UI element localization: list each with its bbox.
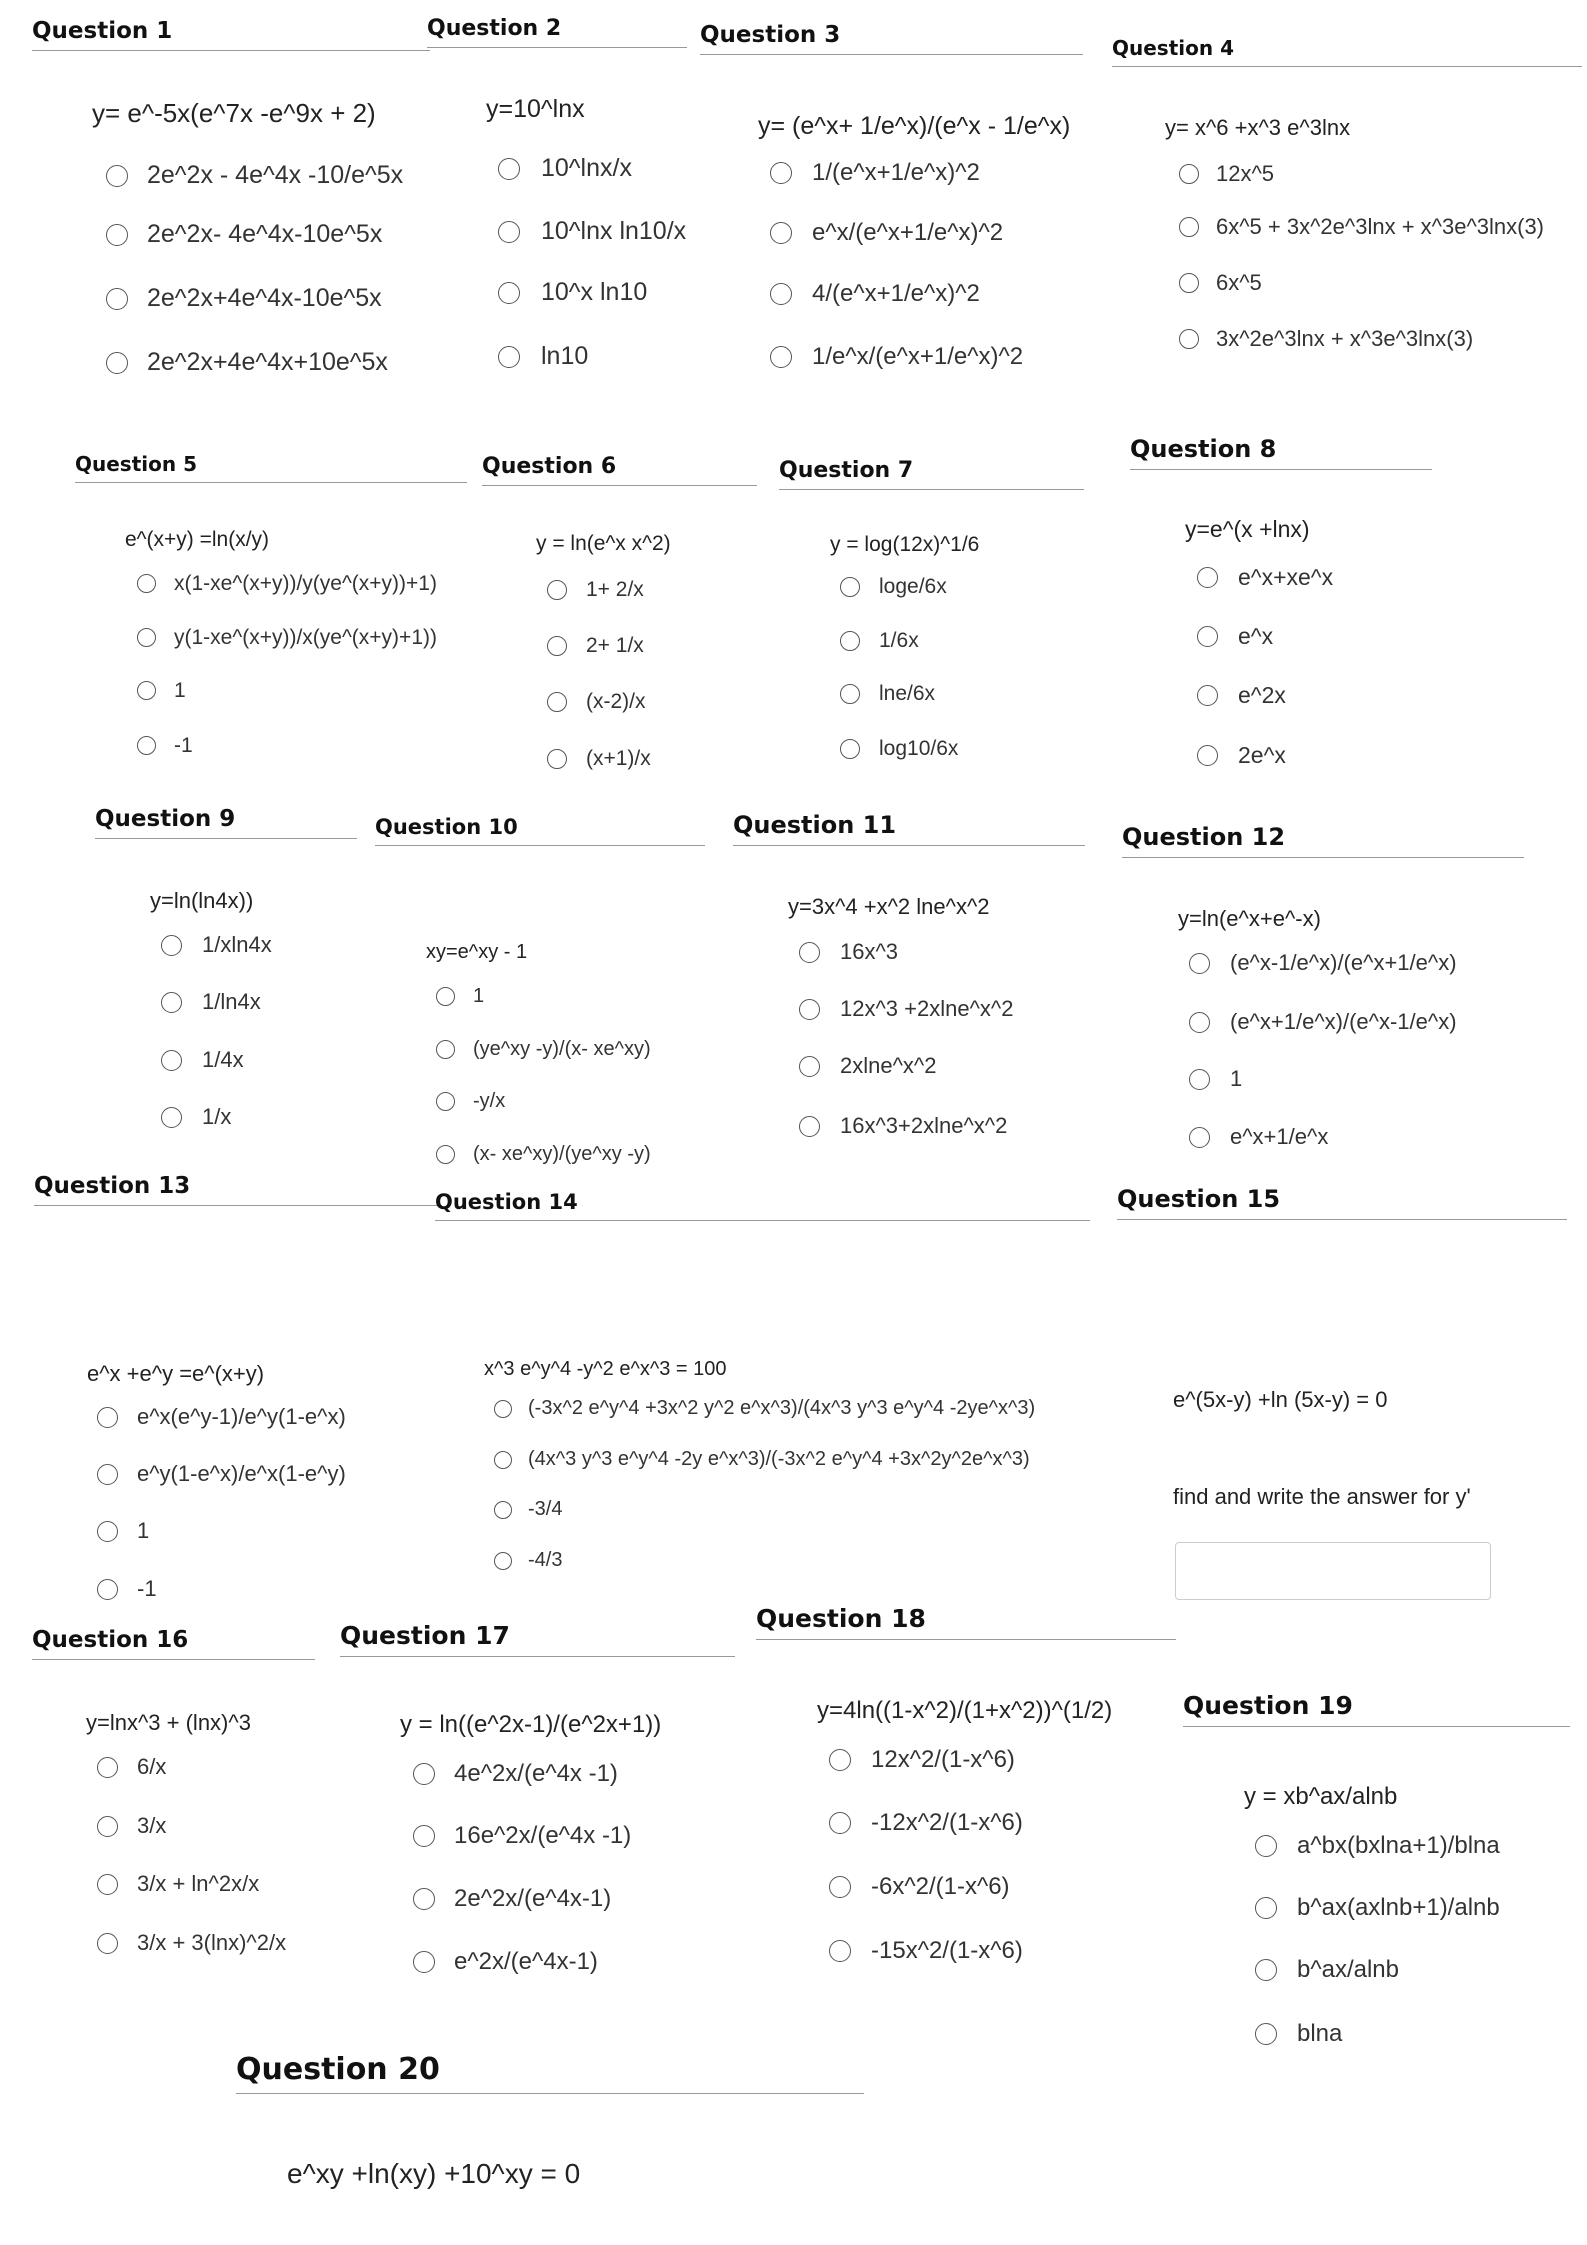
option-text: 1 (137, 1518, 150, 1543)
question-13-title: Question 13 (34, 1173, 442, 1206)
question-4-option-3[interactable] (1179, 268, 1262, 298)
question-15-title: Question 15 (1117, 1185, 1567, 1220)
option-text: 1/ln4x (202, 989, 261, 1014)
question-14-title: Question 14 (435, 1190, 1090, 1221)
radio-button-icon[interactable] (1255, 1835, 1277, 1857)
option-text: 6/x (137, 1754, 167, 1779)
question-4-option-2[interactable] (1179, 212, 1544, 242)
radio-button-icon[interactable] (1197, 567, 1218, 588)
option-text: e^x+1/e^x (1230, 1124, 1329, 1149)
option-text: 2e^x (1238, 741, 1286, 768)
radio-button-icon[interactable] (799, 1116, 820, 1137)
question-11-option-3[interactable] (799, 1050, 936, 1082)
option-text: 1/x (202, 1104, 232, 1129)
radio-button-icon[interactable] (1179, 164, 1199, 184)
option-text: 2e^2x+4e^4x-10e^5x (147, 284, 382, 312)
option-text: -6x^2/(1-x^6) (871, 1872, 1010, 1900)
question-11-option-2[interactable] (799, 993, 1013, 1025)
option-text: e^y(1-e^x)/e^x(1-e^y) (137, 1461, 346, 1486)
question-16-option-3[interactable] (97, 1868, 259, 1900)
question-16-option-4[interactable] (97, 1927, 286, 1959)
question-17-option-2[interactable] (413, 1819, 631, 1852)
question-19-title: Question 19 (1183, 1691, 1570, 1727)
radio-button-icon[interactable] (829, 1812, 851, 1834)
question-10-option-1[interactable] (436, 982, 484, 1011)
option-text: blna (1297, 2019, 1343, 2047)
option-text: (4x^3 y^3 e^y^4 -2y e^x^3)/(-3x^2 e^y^4 +3x^2y^2e^x^3) (528, 1448, 1030, 1470)
radio-button-icon[interactable] (1255, 1959, 1277, 1981)
question-10-prompt: xy=e^xy - 1 (426, 941, 528, 963)
question-11-prompt: y=3x^4 +x^2 lne^x^2 (788, 894, 990, 919)
question-6-option-2[interactable] (547, 631, 644, 661)
option-text: 4/(e^x+1/e^x)^2 (812, 279, 980, 307)
option-text: e^x (1238, 622, 1274, 649)
question-17-option-3[interactable] (413, 1882, 611, 1915)
option-text: 10^lnx/x (541, 154, 632, 182)
question-2-option-3[interactable] (498, 276, 647, 309)
question-15-prompt: e^(5x-y) +ln (5x-y) = 0 (1173, 1387, 1388, 1412)
question-10-option-4[interactable] (436, 1140, 651, 1169)
option-text: 1/e^x/(e^x+1/e^x)^2 (812, 342, 1024, 370)
radio-button-icon[interactable] (498, 282, 520, 304)
question-12-title: Question 12 (1122, 823, 1524, 858)
question-9-prompt: y=ln(ln4x)) (150, 888, 254, 913)
option-text: 3x^2e^3lnx + x^3e^3lnx(3) (1216, 326, 1474, 351)
option-text: ln10 (541, 342, 589, 370)
option-text: 1/xln4x (202, 932, 272, 957)
question-12-option-1[interactable] (1189, 947, 1457, 979)
option-text: 12x^5 (1216, 161, 1275, 186)
option-text: 1 (174, 678, 186, 702)
option-text: 2e^2x - 4e^4x -10/e^5x (147, 161, 404, 189)
radio-button-icon[interactable] (770, 283, 792, 305)
option-text: 12x^2/(1-x^6) (871, 1745, 1015, 1773)
question-13-option-2[interactable] (97, 1458, 346, 1490)
question-2-prompt: y=10^lnx (486, 95, 585, 123)
question-14-prompt: x^3 e^y^4 -y^2 e^x^3 = 100 (484, 1358, 727, 1380)
radio-button-icon[interactable] (137, 736, 156, 755)
radio-button-icon[interactable] (840, 577, 860, 597)
radio-button-icon[interactable] (770, 162, 792, 184)
question-8-option-1[interactable] (1197, 561, 1333, 593)
question-13-option-4[interactable] (97, 1573, 157, 1605)
question-3-title: Question 3 (700, 22, 1083, 55)
question-5-option-4[interactable] (137, 731, 193, 760)
radio-button-icon[interactable] (494, 1400, 512, 1418)
radio-button-icon[interactable] (137, 574, 156, 593)
question-6-option-3[interactable] (547, 687, 646, 717)
question-12-option-3[interactable] (1189, 1063, 1242, 1095)
question-3-option-2[interactable] (770, 216, 1003, 249)
radio-button-icon[interactable] (770, 222, 792, 244)
option-text: -4/3 (528, 1549, 563, 1571)
question-19-prompt: y = xb^ax/alnb (1244, 1783, 1398, 1810)
question-16-prompt: y=lnx^3 + (lnx)^3 (86, 1710, 251, 1735)
option-text: 1/4x (202, 1047, 244, 1072)
radio-button-icon[interactable] (106, 165, 128, 187)
question-6-option-1[interactable] (547, 575, 644, 605)
question-18-prompt: y=4ln((1-x^2)/(1+x^2))^(1/2) (817, 1697, 1113, 1724)
question-9-option-3[interactable] (161, 1044, 244, 1076)
question-5-title: Question 5 (75, 452, 467, 483)
option-text: 6x^5 + 3x^2e^3lnx + x^3e^3lnx(3) (1216, 214, 1545, 239)
question-12-option-4[interactable] (1189, 1121, 1328, 1153)
question-11-option-1[interactable] (799, 936, 898, 968)
question-19-option-3[interactable] (1255, 1953, 1399, 1986)
radio-button-icon[interactable] (97, 1521, 118, 1542)
option-text: x(1-xe^(x+y))/y(ye^(x+y))+1) (174, 571, 437, 595)
option-text: log10/6x (879, 737, 959, 760)
option-text: (e^x-1/e^x)/(e^x+1/e^x) (1230, 950, 1457, 975)
question-9-option-1[interactable] (161, 929, 272, 961)
question-1-title: Question 1 (32, 18, 430, 51)
question-18-option-1[interactable] (829, 1743, 1015, 1776)
question-12-option-2[interactable] (1189, 1006, 1457, 1038)
question-1-prompt: y= e^-5x(e^7x -e^9x + 2) (92, 98, 376, 128)
question-1-option-3[interactable] (106, 282, 382, 315)
radio-button-icon[interactable] (161, 1107, 182, 1128)
option-text: -1 (137, 1576, 157, 1601)
question-19-option-2[interactable] (1255, 1891, 1500, 1924)
radio-button-icon[interactable] (1189, 1069, 1210, 1090)
radio-button-icon[interactable] (498, 221, 520, 243)
question-7-prompt: y = log(12x)^1/6 (830, 533, 980, 556)
radio-button-icon[interactable] (413, 1825, 435, 1847)
radio-button-icon[interactable] (1255, 2023, 1277, 2045)
question-14-option-3[interactable] (494, 1496, 562, 1523)
option-text: e^2x/(e^4x-1) (454, 1947, 598, 1975)
radio-button-icon[interactable] (1179, 329, 1199, 349)
question-8-option-2[interactable] (1197, 620, 1273, 652)
question-10-title: Question 10 (375, 815, 705, 846)
option-text: (-3x^2 e^y^4 +3x^2 y^2 e^x^3)/(4x^3 y^3 e^y^4 -2ye^x^3) (528, 1397, 1036, 1419)
radio-button-icon[interactable] (498, 158, 520, 180)
question-8-option-3[interactable] (1197, 679, 1286, 711)
radio-button-icon[interactable] (770, 346, 792, 368)
question-7-title: Question 7 (779, 458, 1084, 490)
radio-button-icon[interactable] (97, 1816, 118, 1837)
radio-button-icon[interactable] (1189, 1012, 1210, 1033)
option-text: 4e^2x/(e^4x -1) (454, 1759, 618, 1787)
option-text: -y/x (473, 1090, 506, 1112)
option-text: 1 (473, 985, 485, 1007)
option-text: y(1-xe^(x+y))/x(ye^(x+y)+1)) (174, 625, 437, 649)
option-text: (e^x+1/e^x)/(e^x-1/e^x) (1230, 1009, 1457, 1034)
radio-button-icon[interactable] (498, 346, 520, 368)
radio-button-icon[interactable] (97, 1874, 118, 1895)
option-text: 2e^2x/(e^4x-1) (454, 1884, 612, 1912)
question-20-title: Question 20 (236, 2052, 864, 2094)
radio-button-icon[interactable] (106, 352, 128, 374)
option-text: 2e^2x- 4e^4x-10e^5x (147, 220, 383, 248)
radio-button-icon[interactable] (799, 1056, 820, 1077)
radio-button-icon[interactable] (161, 1050, 182, 1071)
question-19-option-1[interactable] (1255, 1829, 1500, 1862)
radio-button-icon[interactable] (547, 749, 567, 769)
option-text: 1/6x (879, 629, 919, 652)
radio-button-icon[interactable] (413, 1888, 435, 1910)
question-16-title: Question 16 (32, 1627, 315, 1660)
question-6-prompt: y = ln(e^x x^2) (536, 532, 671, 555)
radio-button-icon[interactable] (137, 681, 156, 700)
question-3-option-1[interactable] (770, 156, 980, 189)
option-text: 1+ 2/x (586, 578, 644, 601)
option-text: 2+ 1/x (586, 634, 644, 657)
question-19-option-4[interactable] (1255, 2017, 1342, 2050)
radio-button-icon[interactable] (799, 999, 820, 1020)
option-text: e^x+xe^x (1238, 563, 1334, 590)
option-text: (x+1)/x (586, 747, 651, 770)
question-16-option-1[interactable] (97, 1751, 166, 1783)
option-text: 10^lnx ln10/x (541, 217, 687, 245)
radio-button-icon[interactable] (1189, 953, 1210, 974)
question-18-option-3[interactable] (829, 1870, 1010, 1903)
radio-button-icon[interactable] (494, 1501, 512, 1519)
radio-button-icon[interactable] (547, 636, 567, 656)
option-text: (x-2)/x (586, 690, 646, 713)
option-text: -15x^2/(1-x^6) (871, 1936, 1023, 1964)
radio-button-icon[interactable] (829, 1876, 851, 1898)
option-text: -12x^2/(1-x^6) (871, 1808, 1023, 1836)
option-text: (ye^xy -y)/(x- xe^xy) (473, 1038, 651, 1060)
radio-button-icon[interactable] (106, 224, 128, 246)
option-text: 1 (1230, 1066, 1243, 1091)
option-text: (x- xe^xy)/(ye^xy -y) (473, 1143, 651, 1165)
radio-button-icon[interactable] (106, 288, 128, 310)
question-8-option-4[interactable] (1197, 739, 1286, 771)
option-text: e^2x (1238, 681, 1286, 708)
option-text: 16e^2x/(e^4x -1) (454, 1821, 632, 1849)
radio-button-icon[interactable] (97, 1464, 118, 1485)
radio-button-icon[interactable] (1197, 685, 1218, 706)
radio-button-icon[interactable] (413, 1951, 435, 1973)
radio-button-icon[interactable] (1255, 1897, 1277, 1919)
question-4-option-4[interactable] (1179, 324, 1473, 354)
question-18-title: Question 18 (756, 1604, 1176, 1640)
question-1-option-2[interactable] (106, 218, 382, 251)
question-7-option-1[interactable] (840, 572, 947, 602)
question-2-option-4[interactable] (498, 340, 588, 373)
question-7-option-3[interactable] (840, 679, 935, 709)
option-text: b^ax(axlnb+1)/alnb (1297, 1893, 1500, 1921)
option-text: 2xlne^x^2 (840, 1053, 937, 1078)
question-7-option-4[interactable] (840, 734, 958, 764)
question-9-option-4[interactable] (161, 1101, 231, 1133)
question-5-option-3[interactable] (137, 676, 186, 705)
question-13-option-3[interactable] (97, 1515, 149, 1547)
question-1-option-1[interactable] (106, 159, 403, 192)
radio-button-icon[interactable] (1179, 273, 1199, 293)
option-text: 16x^3+2xlne^x^2 (840, 1113, 1008, 1138)
question-14-option-2[interactable] (494, 1446, 1030, 1473)
question-18-option-2[interactable] (829, 1806, 1023, 1839)
radio-button-icon[interactable] (436, 1145, 455, 1164)
question-8-prompt: y=e^(x +lnx) (1185, 516, 1310, 542)
question-2-title: Question 2 (427, 16, 687, 48)
question-2-option-1[interactable] (498, 152, 632, 185)
question-9-option-2[interactable] (161, 986, 261, 1018)
radio-button-icon[interactable] (97, 1407, 118, 1428)
option-text: -3/4 (528, 1498, 563, 1520)
radio-button-icon[interactable] (436, 987, 455, 1006)
radio-button-icon[interactable] (161, 992, 182, 1013)
question-7-option-2[interactable] (840, 626, 919, 656)
question-17-prompt: y = ln((e^2x-1)/(e^2x+1)) (400, 1711, 662, 1738)
question-20-prompt: e^xy +ln(xy) +10^xy = 0 (287, 2158, 581, 2189)
radio-button-icon[interactable] (1189, 1127, 1210, 1148)
radio-button-icon[interactable] (547, 692, 567, 712)
option-text: loge/6x (879, 575, 947, 598)
option-text: 1/(e^x+1/e^x)^2 (812, 158, 980, 186)
option-text: e^x/(e^x+1/e^x)^2 (812, 218, 1004, 246)
radio-button-icon[interactable] (547, 580, 567, 600)
radio-button-icon[interactable] (97, 1579, 118, 1600)
radio-button-icon[interactable] (1197, 626, 1218, 647)
radio-button-icon[interactable] (829, 1940, 851, 1962)
question-5-option-2[interactable] (137, 623, 437, 652)
radio-button-icon[interactable] (799, 942, 820, 963)
question-1-option-4[interactable] (106, 346, 388, 379)
question-5-option-1[interactable] (137, 569, 437, 598)
radio-button-icon[interactable] (494, 1552, 512, 1570)
question-15-instruction: find and write the answer for y' (1173, 1484, 1471, 1509)
radio-button-icon[interactable] (161, 935, 182, 956)
option-text: 3/x + ln^2x/x (137, 1871, 260, 1896)
question-13-option-1[interactable] (97, 1401, 346, 1433)
question-10-option-2[interactable] (436, 1035, 651, 1064)
option-text: b^ax/alnb (1297, 1955, 1399, 1983)
answer-input[interactable] (1175, 1542, 1491, 1600)
radio-button-icon[interactable] (436, 1040, 455, 1059)
option-text: 3/x (137, 1813, 167, 1838)
question-14-option-4[interactable] (494, 1547, 562, 1574)
question-13-prompt: e^x +e^y =e^(x+y) (87, 1361, 265, 1386)
question-4-title: Question 4 (1112, 36, 1582, 67)
question-18-option-4[interactable] (829, 1934, 1023, 1967)
radio-button-icon[interactable] (840, 739, 860, 759)
option-text: 2e^2x+4e^4x+10e^5x (147, 348, 388, 376)
question-3-option-3[interactable] (770, 277, 980, 310)
question-8-title: Question 8 (1130, 435, 1432, 470)
radio-button-icon[interactable] (436, 1092, 455, 1111)
question-4-option-1[interactable] (1179, 159, 1274, 189)
question-6-title: Question 6 (482, 454, 757, 486)
option-text: 3/x + 3(lnx)^2/x (137, 1930, 287, 1955)
question-10-option-3[interactable] (436, 1087, 505, 1116)
option-text: 6x^5 (1216, 270, 1262, 295)
question-4-prompt: y= x^6 +x^3 e^3lnx (1165, 115, 1351, 140)
option-text: 10^x ln10 (541, 278, 648, 306)
question-14-option-1[interactable] (494, 1395, 1035, 1422)
question-6-option-4[interactable] (547, 744, 651, 774)
option-text: -1 (174, 733, 193, 757)
option-text: 16x^3 (840, 939, 899, 964)
question-11-title: Question 11 (733, 811, 1085, 846)
question-11-option-4[interactable] (799, 1110, 1007, 1142)
option-text: a^bx(bxlna+1)/blna (1297, 1831, 1500, 1859)
question-17-option-4[interactable] (413, 1945, 598, 1978)
radio-button-icon[interactable] (137, 628, 156, 647)
question-17-option-1[interactable] (413, 1757, 618, 1790)
radio-button-icon[interactable] (97, 1933, 118, 1954)
radio-button-icon[interactable] (840, 631, 860, 651)
option-text: 12x^3 +2xlne^x^2 (840, 996, 1014, 1021)
option-text: lne/6x (879, 682, 936, 705)
question-5-prompt: e^(x+y) =ln(x/y) (125, 528, 270, 551)
radio-button-icon[interactable] (413, 1763, 435, 1785)
option-text: e^x(e^y-1)/e^y(1-e^x) (137, 1404, 346, 1429)
question-3-prompt: y= (e^x+ 1/e^x)/(e^x - 1/e^x) (758, 112, 1071, 140)
radio-button-icon[interactable] (1179, 217, 1199, 237)
radio-button-icon[interactable] (97, 1757, 118, 1778)
question-2-option-2[interactable] (498, 215, 686, 248)
question-9-title: Question 9 (95, 806, 357, 839)
question-17-title: Question 17 (340, 1621, 735, 1657)
question-3-option-4[interactable] (770, 340, 1023, 373)
radio-button-icon[interactable] (494, 1451, 512, 1469)
question-16-option-2[interactable] (97, 1810, 166, 1842)
radio-button-icon[interactable] (829, 1749, 851, 1771)
radio-button-icon[interactable] (840, 684, 860, 704)
radio-button-icon[interactable] (1197, 745, 1218, 766)
question-12-prompt: y=ln(e^x+e^-x) (1178, 906, 1321, 931)
